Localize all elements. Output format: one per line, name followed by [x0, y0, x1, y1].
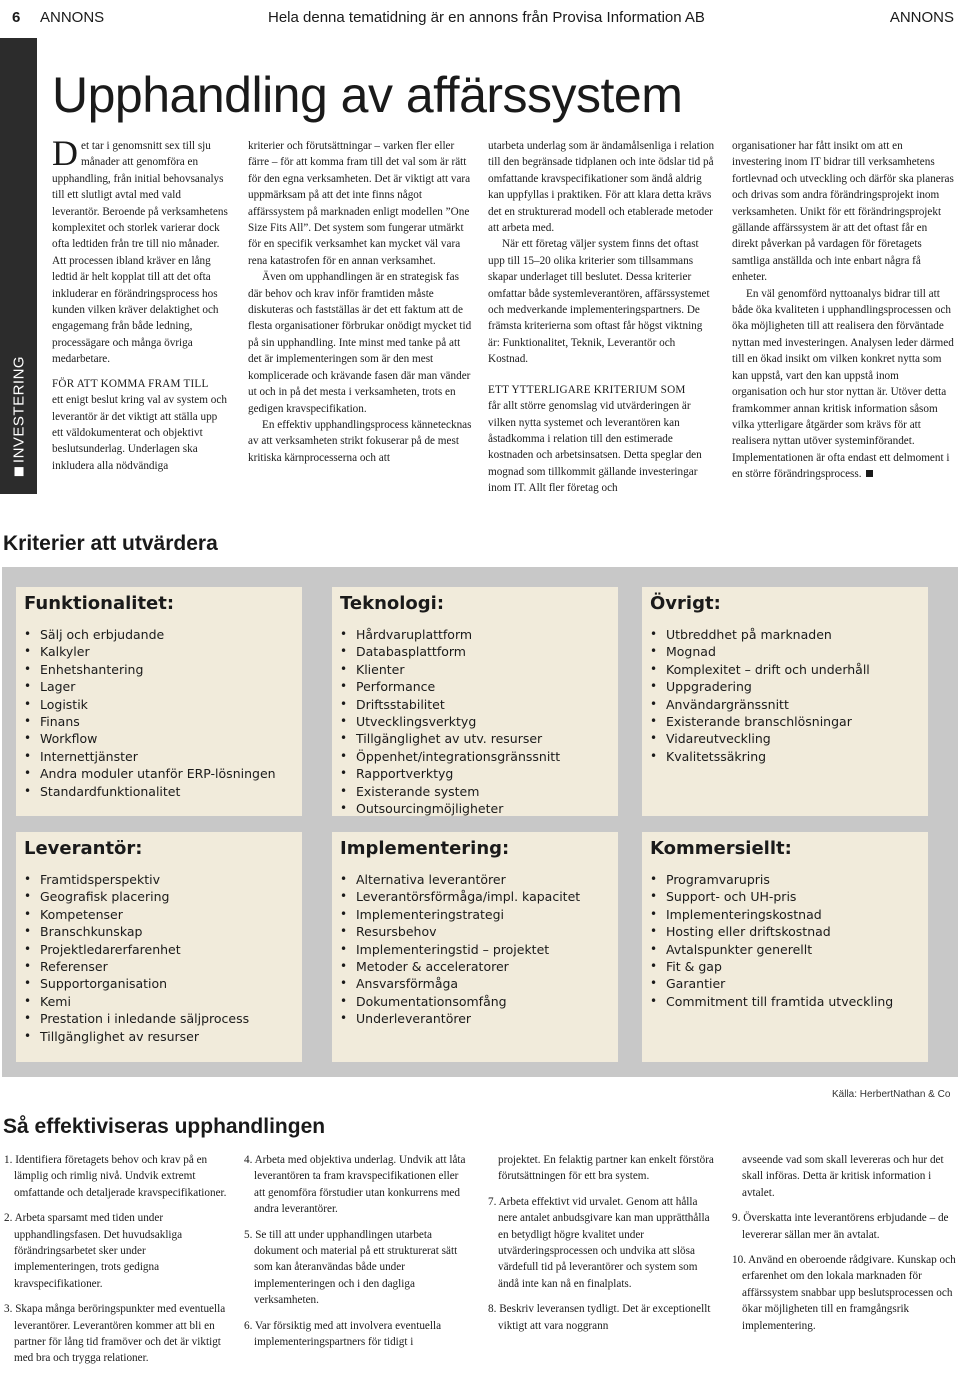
article-paragraph: Det tar i genomsnitt sex till sju månader att genomföra en upphandling, från initial behovsanalys till ett slutligt avtal med vald leverantör. Beroende på verksamhetens komplexitet och storlek varierar dock ofta ledtiden från tre till nio månader. Att processen ibland kräver en lång ledtid är helt kopplat till att det ofta inkluderar en förändringsprocess hos kunden vilken kräver delaktighet och engagemang från både ledning, processägare och många övriga medarbetare.	[52, 133, 228, 366]
article-paragraph: Även om upphandlingen är en strategisk fas där behov och krav inför framtiden måste diskuteras och fastställas är det ett faktum att de flesta organisationer förbrukar onödigt mycket tid på sin upphandling. Inte minst med tanke på att det är implementeringen som är den mest komplicerade och krävande fasen där man vänder ut och in på det mesta i verksamheten, trots en gedigen kravspecifikation.	[248, 271, 472, 415]
tips-column-3	[488, 1152, 714, 1343]
criteria-box-title: Övrigt:	[650, 593, 721, 614]
criteria-item: • Geografisk placering	[24, 888, 249, 905]
criteria-item: • Utvecklingsverktyg	[340, 713, 560, 730]
page-number: 6	[12, 9, 21, 26]
criteria-item: • Kalkyler	[24, 643, 276, 660]
article-column-4	[732, 138, 954, 483]
criteria-item: • Projektledarerfarenhet	[24, 941, 249, 958]
criteria-item: • Supportorganisation	[24, 975, 249, 992]
criteria-item: • Commitment till framtida utveckling	[650, 993, 893, 1010]
criteria-item: • Internettjänster	[24, 748, 276, 765]
criteria-list	[650, 626, 870, 765]
article-paragraph: utarbeta underlag som är ändamålsenliga i relation till den begränsade tidplanen och inte ödslar tid på omfattande kravspecifikationer som ändå aldrig kan uppfyllas i praktiken. För att klara detta krävs det en strukturerad modell och etablerade metoder att arbeta med.	[488, 140, 715, 235]
criteria-item: • Logistik	[24, 696, 276, 713]
criteria-item: • Lager	[24, 678, 276, 695]
criteria-list	[340, 626, 560, 817]
tip-item: 10. Använd en oberoende rådgivare. Kunskap och erfarenhet om den lokala marknaden för affärssystem snabbar upp beslutsprocessen och ökar möjligheten till en framgångsrik implementering.	[732, 1254, 956, 1332]
criteria-item: • Klienter	[340, 661, 560, 678]
criteria-item: • Prestation i inledande säljprocess	[24, 1010, 249, 1027]
criteria-item: • Öppenhet/integrationsgränssnitt	[340, 748, 560, 765]
criteria-item: • Branschkunskap	[24, 923, 249, 940]
article-title: Upphandling av affärssystem	[52, 67, 683, 123]
criteria-item: • Implementeringstid – projektet	[340, 941, 580, 958]
criteria-item: • Driftsstabilitet	[340, 696, 560, 713]
tip-item: 2. Arbeta sparsamt med tiden under upphandlingsfasen. Det huvudsakliga förändringsarbetet sker under implementeringen, trots gedigna kravspecifikationer.	[4, 1212, 183, 1290]
section-sidebar	[0, 38, 37, 494]
criteria-source: Källa: HerbertNathan & Co	[832, 1089, 951, 1100]
criteria-item: • Referenser	[24, 958, 249, 975]
criteria-item: • Uppgradering	[650, 678, 870, 695]
header-left-label: ANNONS	[40, 9, 105, 26]
criteria-item: • Metoder & acceleratorer	[340, 958, 580, 975]
square-bullet-icon	[14, 467, 23, 476]
criteria-item: • Standardfunktionalitet	[24, 783, 276, 800]
tip-item: 3. Skapa många beröringspunkter med eventuella leverantörer. Leverantören kommer att bli en partner för lång tid framöver och det är viktigt med bra och trygga relationer.	[4, 1303, 226, 1365]
criteria-item: • Tillgänglighet av resurser	[24, 1028, 249, 1045]
criteria-list	[340, 871, 580, 1028]
criteria-box-funktionalitet	[16, 587, 302, 816]
criteria-title: Kriterier att utvärdera	[3, 532, 218, 555]
criteria-item: • Mognad	[650, 643, 870, 660]
sidebar-label: INVESTERING	[0, 346, 37, 486]
article-column-3	[488, 138, 716, 497]
article-column-1	[52, 133, 230, 474]
criteria-item: • Existerande branschlösningar	[650, 713, 870, 730]
criteria-item: • Kvalitetssäkring	[650, 748, 870, 765]
tips-title: Så effektiviseras upphandlingen	[3, 1115, 326, 1138]
article-paragraph: En effektiv upphandlingsprocess kännetecknas av att verksamheten strikt fokuserar på de mest kritiska kärnprocesserna och att	[248, 418, 472, 464]
criteria-item: • Implementeringstrategi	[340, 906, 580, 923]
page-header	[0, 0, 960, 36]
article-paragraph: När ett företag väljer system finns det oftast upp till 15–20 olika kriterier som tillsammans skapar underlaget till beslutet. Dessa kriterier omfattar både systemleverantören, affärssystemet och medverkande implementeringspartners. De främsta kriterierna som oftast får högst viktning är: Funktionalitet, Teknik, Leverantör och Kostnad.	[488, 238, 710, 366]
article-paragraph: ett enigt beslut kring val av system och leverantör är det viktigt att ställa upp ett väldokumenterat och objektivt beslutsunderlag. Underlagen ska inkludera alla nödvändiga	[52, 394, 227, 472]
criteria-item: • Avtalspunkter generellt	[650, 941, 893, 958]
criteria-box-leverantor	[16, 832, 302, 1062]
criteria-panel	[2, 567, 958, 1077]
tip-item: 9. Överskatta inte leverantörens erbjudande – de levererar sällan mer än avtalat.	[732, 1212, 949, 1241]
criteria-item: • Hårdvaruplattform	[340, 626, 560, 643]
tip-item: 1. Identifiera företagets behov och krav på en lämplig och rimlig nivå. Undvik extremt omfattande och detaljerade kravspecifikationer.	[4, 1154, 227, 1199]
criteria-item: • Rapportverktyg	[340, 765, 560, 782]
criteria-list	[24, 871, 249, 1045]
criteria-item: • Enhetshantering	[24, 661, 276, 678]
criteria-item: • Dokumentationsomfång	[340, 993, 580, 1010]
criteria-item: • Tillgänglighet av utv. resurser	[340, 730, 560, 747]
criteria-item: • Alternativa leverantörer	[340, 871, 580, 888]
article-column-2	[248, 138, 472, 466]
criteria-item: • Ansvarsförmåga	[340, 975, 580, 992]
tip-item: 6. Var försiktig med att involvera eventuella implementeringspartners för tidigt i	[244, 1319, 442, 1349]
article-paragraph: En väl genomförd nyttoanalys bidrar till att både öka kvaliteten i upphandlingsprocessen och öka möjligheten till att realisera den förväntade nyttan med investeringen. Analysen leder därmed till en ökad insikt om vilken konkret nytta som kan uppstå, vart den kan uppstå inom organisation och hur stor nyttan är. Utöver detta framkommer annan kritisk information såsom vilka ytterligare åtgärder som krävs för att realisera nyttan utöver systeminförandet. Implementationen är ofta endast ett delmoment i en större förändringsprocess.	[732, 287, 954, 481]
criteria-list	[24, 626, 276, 800]
criteria-box-ovrigt	[642, 587, 928, 816]
criteria-item: • Framtidsperspektiv	[24, 871, 249, 888]
tips-column-2	[244, 1152, 472, 1359]
criteria-box-kommersiellt	[642, 832, 928, 1062]
tip-continuation: avseende vad som skall levereras och hur det skall införas. Detta är kritisk information i avtalet.	[742, 1154, 944, 1199]
article-subhead: FÖR ATT KOMMA FRAM TILL	[52, 377, 209, 390]
criteria-box-title: Kommersiellt:	[650, 838, 792, 859]
end-mark-icon	[866, 470, 873, 477]
criteria-box-title: Implementering:	[340, 838, 510, 859]
criteria-item: • Hosting eller driftskostnad	[650, 923, 893, 940]
criteria-item: • Programvarupris	[650, 871, 893, 888]
criteria-item: • Garantier	[650, 975, 893, 992]
criteria-box-teknologi	[332, 587, 618, 816]
criteria-item: • Kompetenser	[24, 906, 249, 923]
criteria-item: • Underleverantörer	[340, 1010, 580, 1027]
criteria-item: • Finans	[24, 713, 276, 730]
criteria-item: • Sälj och erbjudande	[24, 626, 276, 643]
criteria-item: • Användargränssnitt	[650, 696, 870, 713]
criteria-item: • Leverantörsförmåga/impl. kapacitet	[340, 888, 580, 905]
criteria-box-title: Teknologi:	[340, 593, 445, 614]
header-center-text: Hela denna tematidning är en annons från Provisa Information AB	[268, 9, 705, 26]
criteria-box-title: Funktionalitet:	[24, 593, 175, 614]
criteria-item: • Utbreddhet på marknaden	[650, 626, 870, 643]
article-subhead: ETT YTTERLIGARE KRITERIUM SOM	[488, 383, 686, 396]
criteria-item: • Support- och UH-pris	[650, 888, 893, 905]
criteria-item: • Existerande system	[340, 783, 560, 800]
drop-cap: D	[52, 133, 78, 173]
criteria-list	[650, 871, 893, 1010]
criteria-item: • Andra moduler utanför ERP-lösningen	[24, 765, 276, 782]
criteria-item: • Vidareutveckling	[650, 730, 870, 747]
criteria-item: • Databasplattform	[340, 643, 560, 660]
tip-item: 5. Se till att under upphandlingen utarbeta dokument och material på ett strukturerat sätt som kan återanvändas både under implementeringen och i den dagliga verksamheten.	[244, 1228, 458, 1307]
article-paragraph: får allt större genomslag vid utvärderingen är vilken nytta systemet och leverantören kan åstadkomma i relation till den estimerade kostnaden och arbetsinsatsen. Detta speglar den mognad som tillkommit gällande investeringar inom IT. Allt fler företag och	[488, 400, 702, 495]
tip-item: 4. Arbeta med objektiva underlag. Undvik att låta leverantören ta fram kravspecifikationen eller att genomföra förstudier utan konkurrens med andra leverantörer.	[244, 1154, 466, 1216]
criteria-item: • Kemi	[24, 993, 249, 1010]
criteria-item: • Outsourcingmöjligheter	[340, 800, 560, 817]
tips-column-4	[732, 1152, 956, 1343]
criteria-item: • Implementeringskostnad	[650, 906, 893, 923]
criteria-box-implementering	[332, 832, 618, 1062]
criteria-item: • Komplexitet – drift och underhåll	[650, 661, 870, 678]
criteria-item: • Performance	[340, 678, 560, 695]
tip-item: 8. Beskriv leveransen tydligt. Det är exceptionellt viktigt att vara noggrann	[488, 1303, 711, 1332]
criteria-item: • Workflow	[24, 730, 276, 747]
article-paragraph: kriterier och förutsättningar – varken fler eller färre – för att komma fram till det val som är rätt för den egna verksamheten. Det är viktigt att vara uppmärksam på att det inte finns något affärssystem på marknaden enligt modellen ”One Size Fits All”. Det system som fungerar utmärkt för en specifik verksamhet kan mycket väl vara rena katastrofen för en annan verksamhet.	[248, 140, 471, 267]
tip-continuation: projektet. En felaktig partner kan enkelt förstöra förutsättningen för ett bra system.	[498, 1154, 714, 1183]
header-right-label: ANNONS	[889, 9, 954, 26]
article-paragraph: organisationer har fått insikt om att en investering inom IT bidrar till verksamhetens fortlevnad och utveckling och därför ska planeras och drivas som andra förändringsprojekt inom verksamheten. Unikt för ett förändringsprojekt gällande affärssystem är att det oftast får en direkt påverkan på vardagen för företagets samtliga anställda och inte enbart några få enheter.	[732, 140, 954, 284]
criteria-item: • Fit & gap	[650, 958, 893, 975]
criteria-item: • Resursbehov	[340, 923, 580, 940]
tips-column-1	[4, 1152, 232, 1376]
criteria-box-title: Leverantör:	[24, 838, 143, 859]
tip-item: 7. Arbeta effektivt vid urvalet. Genom att hålla nere antalet anbudsgivare kan man upprätthålla en betydligt högre kvalitet under utvärderingsprocessen och undvika att slösa värdefull tid på leverantörer och system som ändå inte kan nå en finalplats.	[488, 1195, 710, 1290]
